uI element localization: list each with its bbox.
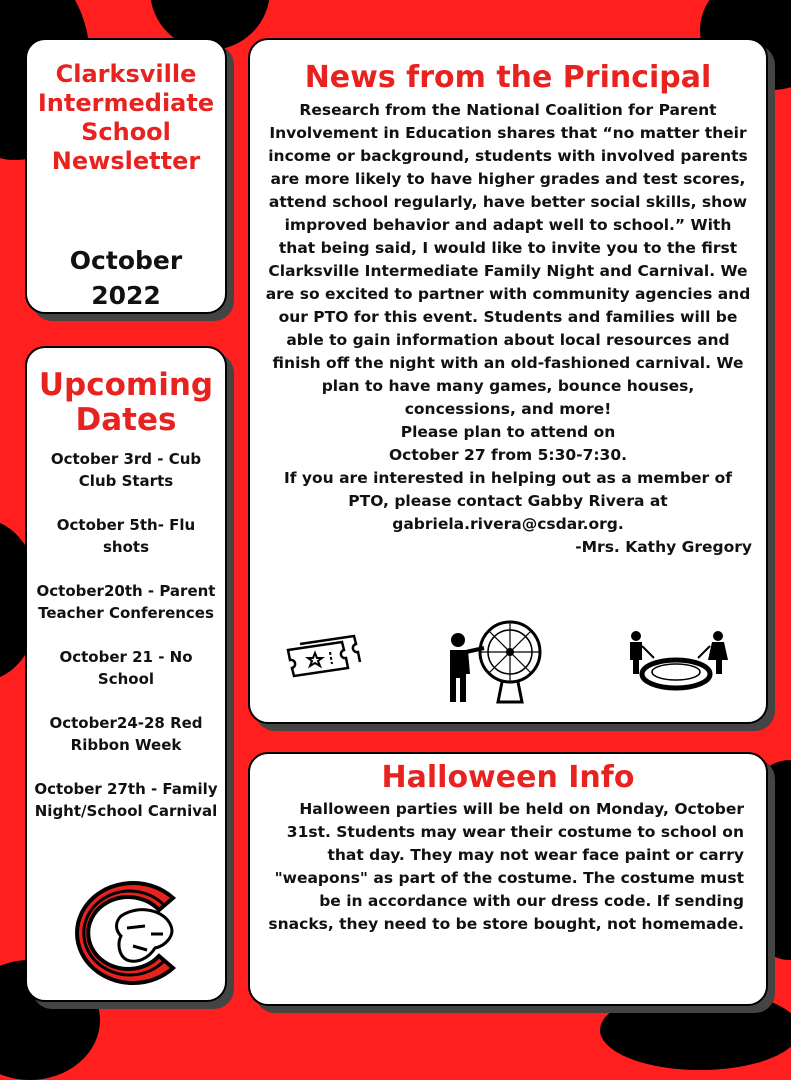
date-item: October24-28 Red Ribbon Week xyxy=(49,714,203,754)
newsletter-card xyxy=(25,38,227,314)
principal-signature: -Mrs. Kathy Gregory xyxy=(575,538,752,556)
newsletter-month: October xyxy=(69,246,183,275)
date-item: October 5th- Flu shots xyxy=(56,516,196,556)
principal-news-card xyxy=(248,38,768,724)
date-item: October 27th - Family Night/School Carnival xyxy=(34,780,218,820)
newsletter-title: Clarksville Intermediate School Newsletter xyxy=(37,60,215,175)
principal-news-title: News from the Principal xyxy=(304,60,712,95)
date-item: October 21 - No School xyxy=(59,648,193,688)
carousel-icon xyxy=(624,628,728,698)
halloween-card xyxy=(248,752,768,1006)
event-icons xyxy=(250,614,766,704)
upcoming-dates-list xyxy=(32,448,220,844)
upcoming-dates-card xyxy=(25,346,227,1002)
principal-news-paragraph: Research from the National Coalition for Parent Involvement in Education shares that “no matter their income or background, students with involved parents are more likely to have higher grades and test scores, attend school regularly, have better social skills, show improved behavior and adapt well to school.” With that being said, I would like to invite you to the first Clarksville Intermediate Family Night and Carnival. We are so excited to partner with community agencies and our PTO for this event. Students and families will be able to gain information about local resources and finish off the night with an old-fashioned carnival. We plan to have many games, bounce houses, concessions, and more! xyxy=(265,101,751,418)
prize-wheel-icon xyxy=(446,618,546,708)
school-logo-icon xyxy=(61,876,195,988)
date-item: October 3rd - Cub Club Starts xyxy=(50,450,202,490)
pto-contact: If you are interested in helping out as a member of PTO, please contact Gabby Rivera at gabriela.rivera@csdar.org. xyxy=(284,469,732,533)
ticket-icon xyxy=(282,628,364,688)
upcoming-dates-title: Upcoming Dates xyxy=(38,367,214,438)
halloween-title: Halloween Info xyxy=(381,760,635,795)
attend-line: Please plan to attend on xyxy=(400,423,616,441)
newsletter-year: 2022 xyxy=(91,281,161,310)
attend-line: October 27 from 5:30-7:30. xyxy=(388,446,628,464)
newsletter-date xyxy=(27,243,225,313)
date-item: October20th - Parent Teacher Conferences xyxy=(36,582,216,622)
halloween-body: Halloween parties will be held on Monday, October 31st. Students may wear their costume to school on that day. They may not wear face paint or carry "weapons" as part of the costume. The costume must be in accordance with our dress code. If sending snacks, they need to be store bought, not homemade. xyxy=(268,800,744,933)
principal-news-body xyxy=(264,99,752,559)
